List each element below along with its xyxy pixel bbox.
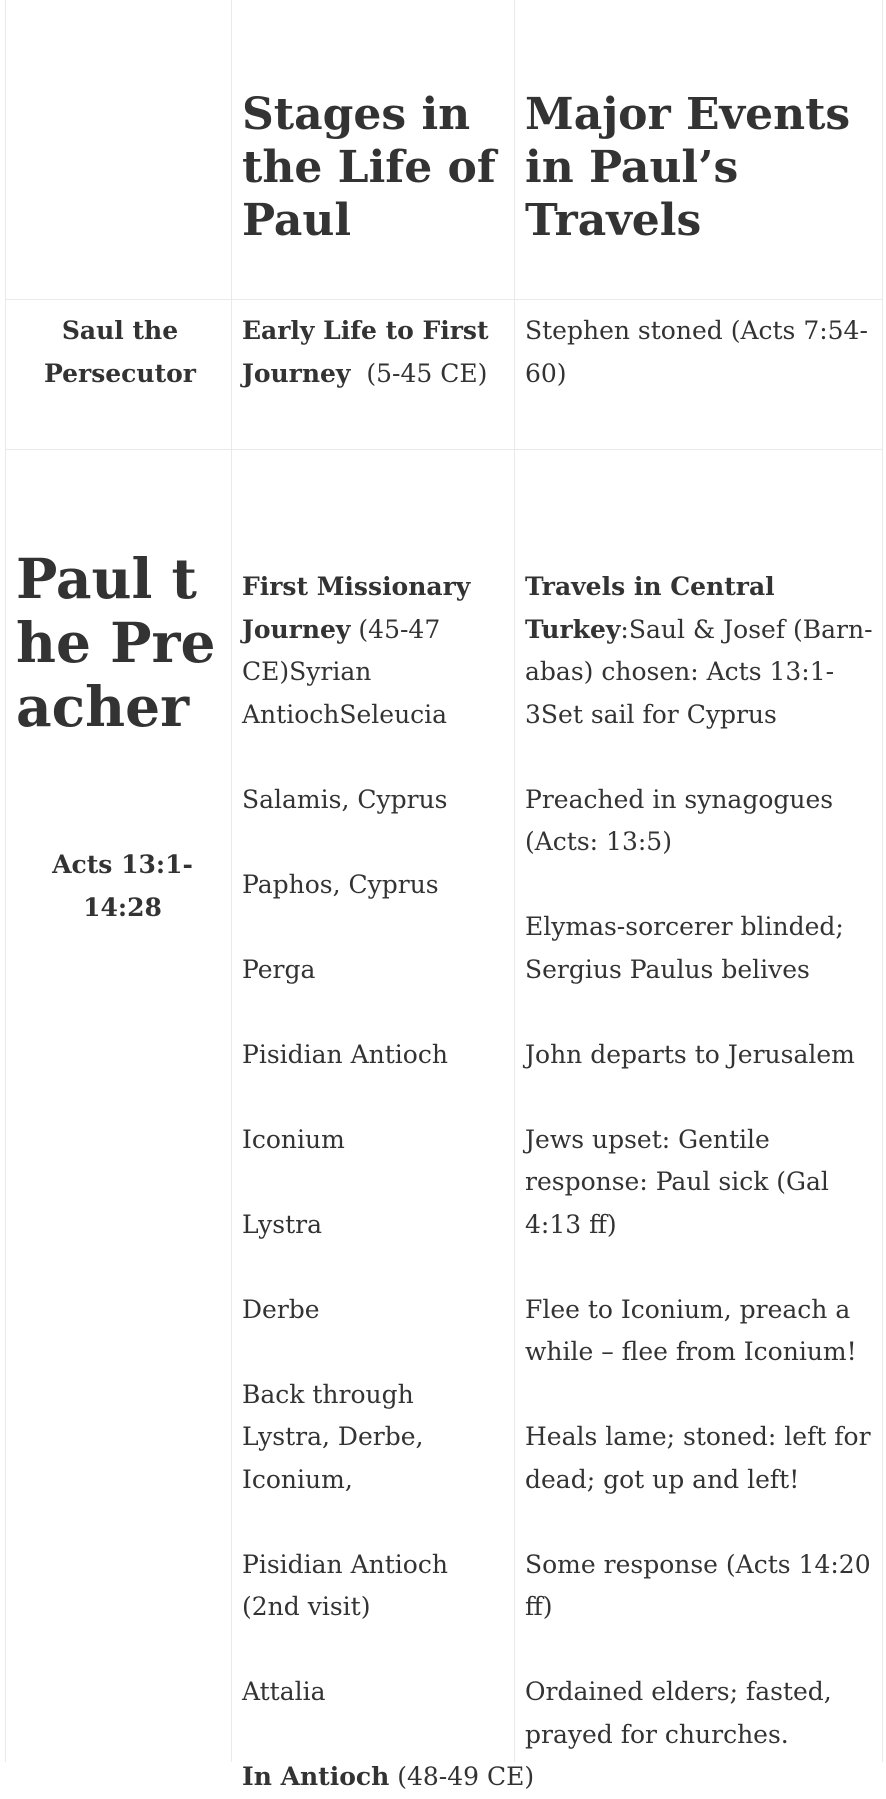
list-item: Elymas-sorcerer blinded; Sergius Paulus belives <box>525 912 844 984</box>
list-item: Flee to Iconium, preach a while – flee from Iconium! <box>525 1294 857 1366</box>
antioch-label: In Antioch <box>242 1762 390 1791</box>
row-divider <box>6 449 882 450</box>
list-item: John departs to Jerusalem <box>525 1039 855 1069</box>
list-item <box>525 566 880 736</box>
column-divider <box>231 0 232 1762</box>
period-dates: (5-45 CE) <box>350 358 488 388</box>
list-item: Derbe <box>242 1294 320 1324</box>
list-item: Pisidian Antioch <box>242 1039 448 1069</box>
period-title: First Missionary Journey <box>242 572 471 644</box>
list-item: Heals lame; stoned: left for dead; got up and left! <box>525 1422 871 1494</box>
life-of-paul-table <box>5 0 883 1791</box>
list-item: Lystra <box>242 1209 323 1239</box>
events-title: Travels in Central Turkey <box>525 572 775 644</box>
stage-paul-the-preacher: Paul the Preacher <box>16 546 216 739</box>
list-item: Preached in synagogues (Acts: 13:5) <box>525 784 834 856</box>
header-major-events: Major Events in Paul’s Travels <box>525 89 851 246</box>
row-divider <box>6 299 882 300</box>
list-item: Back through Lystra, Derbe, Iconium, <box>242 1379 424 1494</box>
list-item: Salamis, Cyprus <box>242 784 448 814</box>
list-item: Ordained elders; fasted, prayed for churches. <box>525 1677 832 1749</box>
list-item: Attalia <box>242 1677 326 1706</box>
event-stephen-stoned: Stephen stoned (Acts 7:54-60) <box>525 316 868 388</box>
list-item: Iconium <box>242 1124 345 1154</box>
column-divider <box>514 0 515 1762</box>
first-journey-places <box>242 566 535 1799</box>
stage-acts-reference: Acts 13:1-14:28 <box>52 850 193 922</box>
list-item: Some response (Acts 14:20 ff) <box>525 1549 871 1621</box>
first-journey-events <box>525 566 880 1756</box>
list-item: Pisidian Antioch (2nd visit) <box>242 1549 448 1621</box>
events-intro: :Saul & Josef (Barn-abas) chosen: Acts 13:1-3Set sail for Cyprus <box>525 614 873 729</box>
period-dates: (45-47 CE)Syrian AntiochSeleucia <box>242 614 448 729</box>
list-item <box>242 566 512 736</box>
list-item: Jews upset: Gentile response: Paul sick (Gal 4:13 ff) <box>525 1124 829 1239</box>
period-title: Early Life to First Journey <box>242 316 489 388</box>
stage-saul-the-persecutor: Saul the Persecutor <box>44 316 196 388</box>
antioch-dates: (48-49 CE) <box>389 1762 535 1791</box>
header-stages: Stages in the Life of Paul <box>242 89 496 246</box>
period-early-life <box>242 310 504 395</box>
list-item <box>242 1756 535 1799</box>
list-item: Perga <box>242 954 316 984</box>
list-item: Paphos, Cyprus <box>242 869 439 899</box>
